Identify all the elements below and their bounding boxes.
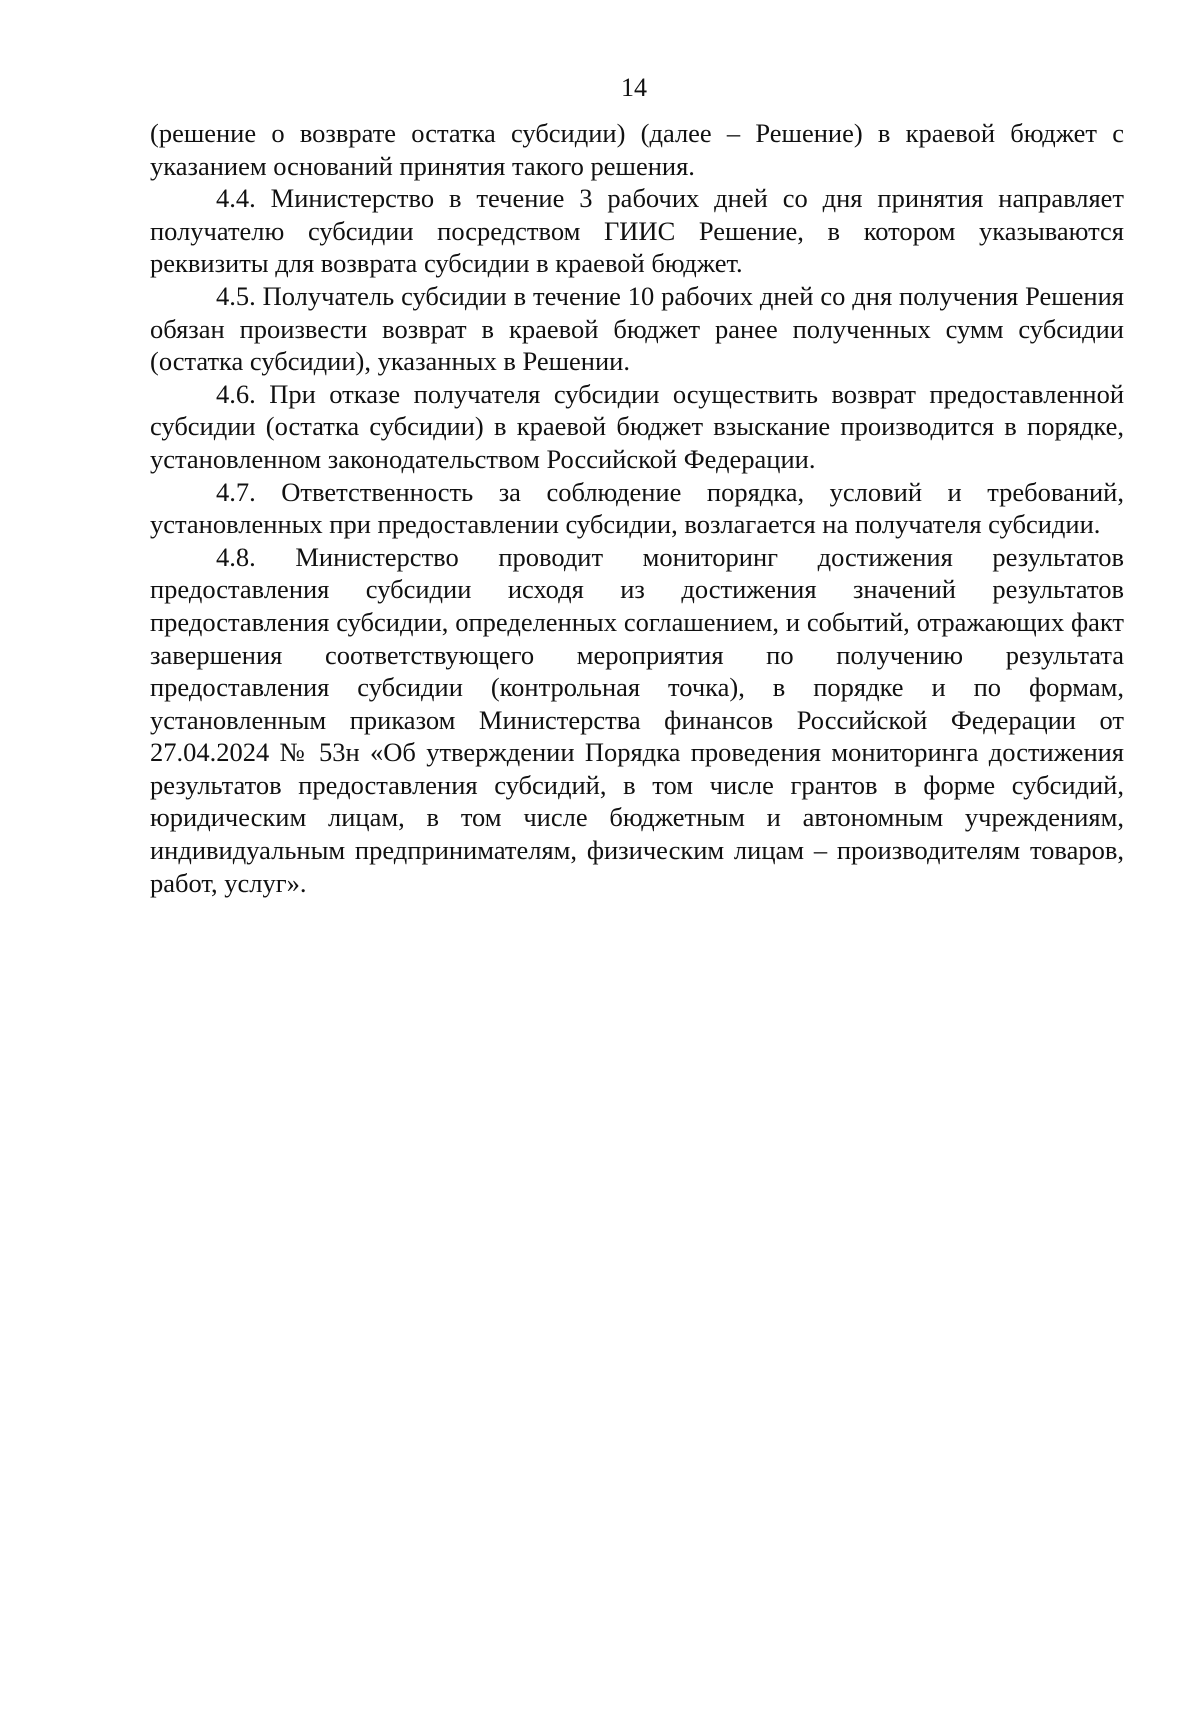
paragraph-4-6: 4.6. При отказе получателя субсидии осуществить возврат предоставленной субсидии (остатка субсидии) в краевой бюджет взыскание производится в порядке, установленном законодательством Российской Федерации.: [150, 378, 1124, 474]
page-number: 14: [621, 73, 647, 102]
paragraph-continuation: (решение о возврате остатка субсидии) (далее – Решение) в краевой бюджет с указанием оснований принятия такого решения.: [150, 118, 1124, 181]
document-body: [150, 117, 1124, 899]
paragraph-4-4: 4.4. Министерство в течение 3 рабочих дней со дня принятия направляет получателю субсидии посредством ГИИС Решение, в котором указываются реквизиты для возврата субсидии в краевой бюджет.: [150, 183, 1124, 279]
paragraph-4-5: 4.5. Получатель субсидии в течение 10 рабочих дней со дня получения Решения обязан произвести возврат в краевой бюджет ранее полученных сумм субсидии (остатка субсидии), указанных в Решении.: [150, 280, 1124, 377]
paragraph-4-7: 4.7. Ответственность за соблюдение порядка, условий и требований, установленных при предоставлении субсидии, возлагается на получателя субсидии.: [150, 476, 1124, 540]
paragraph-4-8: 4.8. Министерство проводит мониторинг достижения результатов предоставления субсидии исходя из достижения значений результатов предоставления субсидии, определенных соглашением, и событий, отражающих факт завершения соответствующего мероприятия по получению результата предоставления субсидии (контрольная точка), в порядке и по формам, установленным приказом Министерства финансов Российской Федерации от 27.04.2024 № 53н «Об утверждении Порядка проведения мониторинга достижения результатов предоставления субсидий, в том числе грантов в форме субсидий, юридическим лицам, в том числе бюджетным и автономным учреждениям, индивидуальным предпринимателям, физическим лицам – производителям товаров, работ, услуг».: [150, 541, 1124, 898]
